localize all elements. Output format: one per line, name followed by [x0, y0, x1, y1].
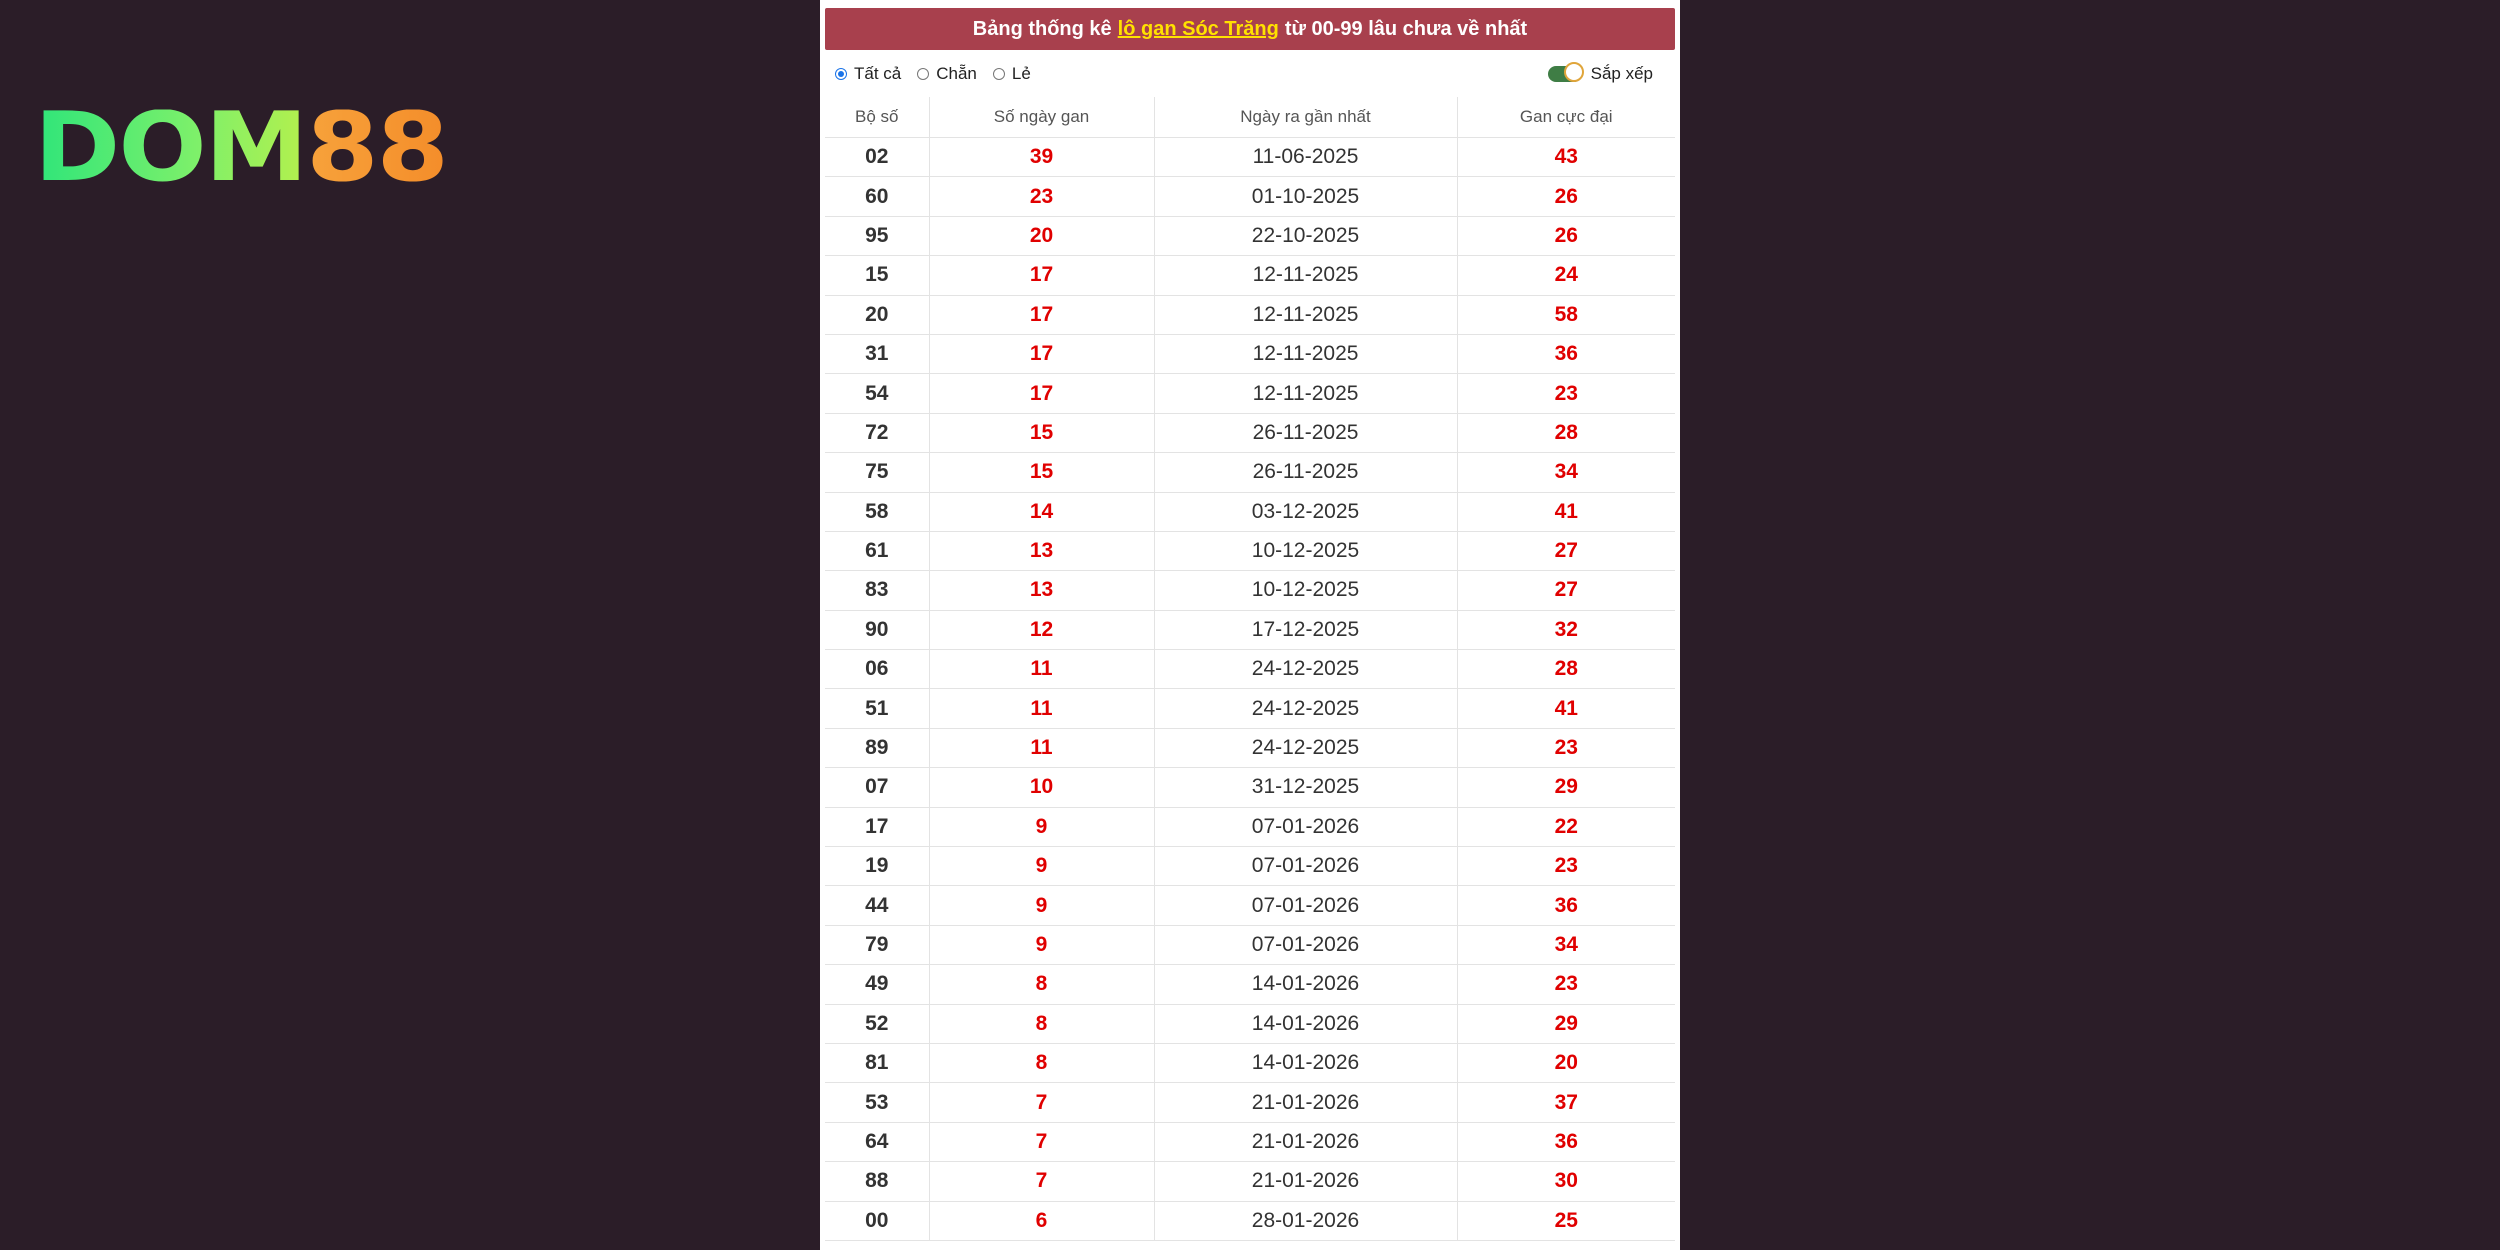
cell-number: 51 — [825, 689, 929, 728]
cell-last-date: 24-12-2025 — [1154, 650, 1457, 689]
cell-number: 19 — [825, 847, 929, 886]
filter-odd-label: Lẻ — [1011, 64, 1031, 83]
header-last-date: Ngày ra gần nhất — [1154, 97, 1457, 138]
table-body — [825, 138, 1675, 1241]
cell-max-gan: 36 — [1457, 334, 1675, 373]
table-row — [825, 1201, 1675, 1240]
table-row — [825, 1162, 1675, 1201]
sort-control — [1548, 64, 1653, 84]
cell-last-date: 11-06-2025 — [1154, 138, 1457, 177]
cell-max-gan: 41 — [1457, 689, 1675, 728]
cell-last-date: 07-01-2026 — [1154, 847, 1457, 886]
cell-number: 79 — [825, 925, 929, 964]
cell-number: 49 — [825, 965, 929, 1004]
cell-number: 06 — [825, 650, 929, 689]
cell-last-date: 07-01-2026 — [1154, 807, 1457, 846]
header-max-gan: Gan cực đại — [1457, 97, 1675, 138]
table-row — [825, 531, 1675, 570]
cell-number: 15 — [825, 256, 929, 295]
table-row — [825, 1004, 1675, 1043]
cell-last-date: 14-01-2026 — [1154, 1004, 1457, 1043]
cell-max-gan: 29 — [1457, 1004, 1675, 1043]
cell-number: 53 — [825, 1083, 929, 1122]
cell-number: 95 — [825, 216, 929, 255]
cell-max-gan: 28 — [1457, 650, 1675, 689]
filter-even-label: Chẵn — [936, 64, 977, 83]
filter-all-label: Tất cả — [854, 64, 902, 83]
cell-number: 54 — [825, 374, 929, 413]
cell-last-date: 12-11-2025 — [1154, 256, 1457, 295]
cell-max-gan: 36 — [1457, 886, 1675, 925]
cell-max-gan: 29 — [1457, 768, 1675, 807]
table-row — [825, 216, 1675, 255]
radio-odd[interactable] — [993, 68, 1005, 80]
cell-max-gan: 34 — [1457, 453, 1675, 492]
table-row — [825, 807, 1675, 846]
cell-last-date: 21-01-2026 — [1154, 1083, 1457, 1122]
cell-days-gan: 39 — [929, 138, 1154, 177]
cell-last-date: 07-01-2026 — [1154, 925, 1457, 964]
table-row — [825, 610, 1675, 649]
cell-number: 17 — [825, 807, 929, 846]
cell-days-gan: 11 — [929, 650, 1154, 689]
cell-days-gan: 13 — [929, 571, 1154, 610]
cell-days-gan: 9 — [929, 925, 1154, 964]
table-row — [825, 1122, 1675, 1161]
cell-days-gan: 11 — [929, 728, 1154, 767]
cell-last-date: 26-11-2025 — [1154, 413, 1457, 452]
cell-max-gan: 37 — [1457, 1083, 1675, 1122]
cell-last-date: 24-12-2025 — [1154, 728, 1457, 767]
cell-number: 89 — [825, 728, 929, 767]
header-days-gan: Số ngày gan — [929, 97, 1154, 138]
cell-max-gan: 27 — [1457, 571, 1675, 610]
logo-text-88: 88 — [306, 90, 447, 204]
filter-even[interactable] — [917, 64, 977, 84]
table-row — [825, 492, 1675, 531]
cell-last-date: 10-12-2025 — [1154, 531, 1457, 570]
cell-days-gan: 7 — [929, 1162, 1154, 1201]
table-row — [825, 374, 1675, 413]
cell-days-gan: 23 — [929, 177, 1154, 216]
table-row — [825, 334, 1675, 373]
toggle-knob — [1564, 62, 1584, 82]
filter-odd[interactable] — [993, 64, 1031, 84]
cell-max-gan: 34 — [1457, 925, 1675, 964]
table-row — [825, 177, 1675, 216]
cell-max-gan: 30 — [1457, 1162, 1675, 1201]
cell-days-gan: 8 — [929, 1043, 1154, 1082]
table-row — [825, 728, 1675, 767]
cell-number: 07 — [825, 768, 929, 807]
title-prefix: Bảng thống kê — [972, 17, 1112, 40]
sort-label: Sắp xếp — [1590, 64, 1653, 83]
cell-number: 88 — [825, 1162, 929, 1201]
table-row — [825, 1083, 1675, 1122]
table-row — [825, 413, 1675, 452]
cell-days-gan: 17 — [929, 374, 1154, 413]
cell-days-gan: 9 — [929, 886, 1154, 925]
cell-max-gan: 24 — [1457, 256, 1675, 295]
cell-max-gan: 41 — [1457, 492, 1675, 531]
cell-days-gan: 6 — [929, 1201, 1154, 1240]
cell-days-gan: 8 — [929, 1004, 1154, 1043]
cell-max-gan: 23 — [1457, 965, 1675, 1004]
cell-days-gan: 7 — [929, 1083, 1154, 1122]
cell-days-gan: 20 — [929, 216, 1154, 255]
cell-max-gan: 58 — [1457, 295, 1675, 334]
cell-max-gan: 27 — [1457, 531, 1675, 570]
filter-row — [825, 52, 1675, 96]
cell-days-gan: 9 — [929, 807, 1154, 846]
table-row — [825, 965, 1675, 1004]
table-row — [825, 256, 1675, 295]
cell-max-gan: 26 — [1457, 216, 1675, 255]
cell-last-date: 21-01-2026 — [1154, 1162, 1457, 1201]
cell-days-gan: 15 — [929, 413, 1154, 452]
cell-last-date: 22-10-2025 — [1154, 216, 1457, 255]
cell-number: 31 — [825, 334, 929, 373]
cell-max-gan: 25 — [1457, 1201, 1675, 1240]
cell-number: 81 — [825, 1043, 929, 1082]
cell-number: 00 — [825, 1201, 929, 1240]
cell-last-date: 14-01-2026 — [1154, 1043, 1457, 1082]
title-suffix: từ 00-99 lâu chưa về nhất — [1284, 17, 1528, 40]
cell-days-gan: 9 — [929, 847, 1154, 886]
cell-number: 44 — [825, 886, 929, 925]
title-link[interactable]: lô gan Sóc Trăng — [1117, 17, 1279, 40]
cell-max-gan: 23 — [1457, 847, 1675, 886]
radio-even[interactable] — [917, 68, 929, 80]
table-row — [825, 925, 1675, 964]
table-row — [825, 1043, 1675, 1082]
cell-max-gan: 28 — [1457, 413, 1675, 452]
cell-number: 75 — [825, 453, 929, 492]
cell-days-gan: 17 — [929, 334, 1154, 373]
cell-days-gan: 10 — [929, 768, 1154, 807]
cell-number: 90 — [825, 610, 929, 649]
cell-max-gan: 32 — [1457, 610, 1675, 649]
cell-last-date: 21-01-2026 — [1154, 1122, 1457, 1161]
cell-last-date: 24-12-2025 — [1154, 689, 1457, 728]
cell-days-gan: 15 — [929, 453, 1154, 492]
cell-max-gan: 43 — [1457, 138, 1675, 177]
cell-max-gan: 23 — [1457, 728, 1675, 767]
cell-days-gan: 7 — [929, 1122, 1154, 1161]
table-row — [825, 138, 1675, 177]
sort-toggle[interactable] — [1548, 66, 1582, 82]
cell-max-gan: 22 — [1457, 807, 1675, 846]
cell-number: 02 — [825, 138, 929, 177]
cell-last-date: 12-11-2025 — [1154, 334, 1457, 373]
cell-last-date: 03-12-2025 — [1154, 492, 1457, 531]
cell-days-gan: 13 — [929, 531, 1154, 570]
cell-last-date: 01-10-2025 — [1154, 177, 1457, 216]
cell-days-gan: 11 — [929, 689, 1154, 728]
cell-number: 58 — [825, 492, 929, 531]
table-row — [825, 650, 1675, 689]
table-title — [825, 8, 1675, 50]
cell-number: 72 — [825, 413, 929, 452]
cell-max-gan: 36 — [1457, 1122, 1675, 1161]
cell-days-gan: 17 — [929, 256, 1154, 295]
logo-text-dom: DOM — [34, 90, 307, 204]
cell-number: 52 — [825, 1004, 929, 1043]
cell-last-date: 12-11-2025 — [1154, 374, 1457, 413]
cell-number: 61 — [825, 531, 929, 570]
table-row — [825, 571, 1675, 610]
lo-gan-table — [825, 97, 1675, 1241]
cell-number: 20 — [825, 295, 929, 334]
dom88-logo — [34, 90, 464, 204]
cell-number: 60 — [825, 177, 929, 216]
cell-max-gan: 23 — [1457, 374, 1675, 413]
cell-days-gan: 17 — [929, 295, 1154, 334]
filter-all[interactable] — [835, 64, 901, 84]
cell-last-date: 28-01-2026 — [1154, 1201, 1457, 1240]
cell-max-gan: 20 — [1457, 1043, 1675, 1082]
cell-last-date: 17-12-2025 — [1154, 610, 1457, 649]
radio-all[interactable] — [835, 68, 847, 80]
stats-panel — [820, 0, 1680, 1250]
table-row — [825, 886, 1675, 925]
cell-max-gan: 26 — [1457, 177, 1675, 216]
cell-days-gan: 8 — [929, 965, 1154, 1004]
table-row — [825, 768, 1675, 807]
table-row — [825, 453, 1675, 492]
table-row — [825, 689, 1675, 728]
cell-last-date: 31-12-2025 — [1154, 768, 1457, 807]
cell-last-date: 07-01-2026 — [1154, 886, 1457, 925]
table-row — [825, 847, 1675, 886]
cell-number: 64 — [825, 1122, 929, 1161]
cell-days-gan: 12 — [929, 610, 1154, 649]
header-number: Bộ số — [825, 97, 929, 138]
table-header-row — [825, 97, 1675, 138]
cell-last-date: 26-11-2025 — [1154, 453, 1457, 492]
cell-number: 83 — [825, 571, 929, 610]
table-row — [825, 295, 1675, 334]
parity-filter — [835, 64, 1047, 84]
cell-last-date: 12-11-2025 — [1154, 295, 1457, 334]
cell-last-date: 10-12-2025 — [1154, 571, 1457, 610]
cell-last-date: 14-01-2026 — [1154, 965, 1457, 1004]
cell-days-gan: 14 — [929, 492, 1154, 531]
